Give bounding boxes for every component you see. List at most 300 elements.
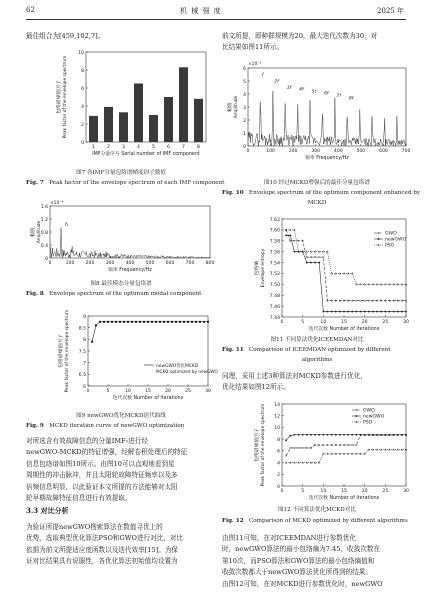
data-point (380, 434, 382, 436)
data-point (351, 434, 353, 436)
x-tick-label: 25 (382, 320, 389, 325)
fig11-caption-en-1: Fig. 11 Comparison of ICEEMDAN optimized by different (222, 347, 391, 353)
data-point (318, 251, 320, 253)
data-point (347, 453, 349, 455)
peak-label: 7f (336, 93, 341, 99)
legend-label: newGWO (385, 237, 407, 243)
x-tick-label: 15 (145, 389, 151, 394)
x-tick-label: 4 (137, 145, 140, 150)
x-tick-label: 0 (280, 489, 284, 494)
fig8-chart (26, 198, 216, 280)
y-axis-label-en: Amplitude (37, 220, 42, 244)
y-axis-label-en: Peak factor of the envelope spectrum (65, 309, 70, 393)
data-point (99, 321, 101, 323)
y-axis-label-en: Peak factor of the envelope spectrum (261, 403, 266, 487)
data-point (318, 262, 320, 264)
data-point (331, 434, 333, 436)
text-line: 前文所提，即种群规模为20，最大迭代次数为30，对 (222, 32, 378, 40)
y-tick-label: 7.54 (269, 261, 280, 267)
plot-frame (248, 68, 406, 146)
text-line: 第10次，而PSO算法和GWO算法的最小包络熵值和 (222, 556, 375, 565)
data-point (289, 435, 291, 437)
year: 2025 年 (377, 7, 405, 15)
legend-label: GWO (385, 231, 397, 237)
data-point (335, 272, 337, 274)
data-point (360, 283, 362, 285)
x-tick-label: 300 (311, 149, 321, 154)
peak-label: 5f (311, 90, 317, 95)
x-tick-label: 6 (167, 145, 170, 150)
text-line: 依据为前文所提适应度函数以及迭代效率[15]。为保 (26, 545, 179, 554)
text-line: 由图11可知，在对ICEEMDAN进行参数优化 (222, 534, 356, 542)
data-point (372, 311, 374, 313)
data-point (314, 262, 316, 264)
y-tick-label: 10 (78, 50, 84, 56)
y-tick-label: 0 (277, 484, 280, 490)
data-point (135, 321, 137, 323)
y-tick-label: 4 (81, 104, 84, 110)
y-tick-label: 2 (243, 118, 246, 124)
data-point (372, 434, 374, 436)
data-point (103, 321, 105, 323)
text-line: 同理，采用上述3种算法对MCKD参数进行优化， (222, 372, 367, 380)
data-point (199, 321, 201, 323)
x-tick-label: 700 (185, 261, 195, 266)
y-tick-label: 7.46 (269, 304, 280, 310)
x-tick-label: 2 (107, 145, 110, 150)
data-point (356, 311, 358, 313)
y-tick-label: 7.60 (269, 228, 280, 234)
data-point (323, 434, 325, 436)
x-axis-label: 频率 Frequency/Hz (108, 268, 152, 273)
x-tick-label: 600 (165, 261, 175, 266)
data-point (331, 453, 333, 455)
text-line: 信息包络谱如图10所示。由图10可以直观地看到星 (26, 459, 175, 468)
y-tick-label: 14 (274, 402, 280, 408)
data-point (405, 311, 407, 313)
y-tick-label: 6 (81, 86, 84, 92)
data-point (310, 262, 312, 264)
data-point (351, 311, 353, 313)
fig10-caption-en-1: Fig. 10 Envelope spectrum of the optimum component enhanced by (222, 190, 420, 196)
x-tick-label: 10 (125, 389, 131, 394)
y-axis-label-en: Amplitude (234, 95, 239, 119)
page-number: 62 (26, 6, 35, 14)
data-point (131, 321, 133, 323)
y-tick-label: 8 (83, 338, 86, 344)
fig11-caption-cn: 图11 不同算法优化ICEEMDAN对比 (270, 337, 364, 343)
data-point (285, 440, 287, 442)
peak-label: 6f (323, 91, 329, 97)
x-tick-label: 0 (48, 261, 52, 266)
data-point (339, 311, 341, 313)
x-tick-label: 30 (403, 320, 409, 325)
bar (164, 97, 173, 142)
data-point (393, 311, 395, 313)
data-point (339, 453, 341, 455)
data-point (343, 272, 345, 274)
legend-label: PSO (363, 420, 373, 426)
data-point (335, 434, 337, 436)
bar (179, 67, 188, 142)
x-tick-label: 15 (341, 489, 347, 494)
x-tick-label: 3 (122, 145, 125, 150)
text-line: 对所选含有效故障信息的分量IMF₇进行经 (26, 437, 149, 445)
y-tick-label: 0 (45, 256, 48, 262)
peak-label: fₛ (65, 221, 69, 228)
y-axis-label-cn: 包络谱峰值因子 (255, 428, 260, 462)
data-point (351, 453, 353, 455)
data-point (393, 283, 395, 285)
data-point (339, 272, 341, 274)
fig12-caption-cn: 图12 不同算法优化MCKD对比 (278, 507, 356, 513)
data-point (339, 434, 341, 436)
x-tick-label: 400 (333, 149, 343, 154)
data-point (179, 321, 181, 323)
text-line: 收敛次数都大于newGWO算法优化所得到的结果。 (222, 568, 372, 577)
data-point (294, 251, 296, 253)
y-tick-label: 6 (243, 66, 246, 72)
data-point (364, 434, 366, 436)
y-scale-label: ×10⁻³ (248, 62, 262, 67)
x-tick-label: 0 (246, 149, 250, 154)
data-point (360, 311, 362, 313)
text-line: newGWO-MCKD的特征增强，经解卷积处理后的特征 (26, 448, 188, 457)
y-axis-label-en: Peak factor of the envelope spectrum (63, 55, 68, 139)
x-axis-label: 迭代次数 Number of iterations (112, 396, 184, 401)
data-point (119, 321, 121, 323)
data-point (167, 321, 169, 323)
data-point (376, 311, 378, 313)
data-point (91, 341, 93, 343)
data-point (397, 283, 399, 285)
series-line (286, 450, 406, 463)
data-point (385, 434, 387, 436)
fig7-caption-en: Fig. 7 Peak factor of the envelope spectrum of each IMF component (26, 180, 225, 186)
bar (134, 84, 143, 143)
y-tick-label: 6.5 (78, 373, 86, 379)
legend-label: newGWO优化MCKD (156, 364, 199, 369)
peak-label: 3f (286, 86, 292, 92)
data-point (368, 311, 370, 313)
plot-frame (50, 206, 210, 258)
data-point (327, 251, 329, 253)
data-point (151, 321, 153, 323)
x-tick-label: 20 (361, 320, 368, 325)
x-tick-label: 30 (205, 389, 211, 394)
data-point (95, 324, 97, 326)
y-tick-label: 12 (274, 414, 280, 420)
data-point (183, 321, 185, 323)
x-tick-label: 800 (205, 261, 215, 266)
x-tick-label: 15 (341, 320, 347, 325)
bar (194, 99, 203, 142)
data-point (318, 256, 320, 258)
bar (119, 112, 128, 142)
data-point (289, 235, 291, 237)
data-point (143, 321, 145, 323)
legend-label: PSO (385, 243, 395, 249)
peak-label: 8f (348, 96, 354, 102)
y-tick-label: 1.2 (40, 217, 48, 223)
bar (104, 107, 113, 142)
data-point (147, 321, 149, 323)
data-point (401, 283, 403, 285)
x-tick-label: 20 (361, 489, 368, 494)
data-point (343, 453, 345, 455)
data-point (195, 321, 197, 323)
y-tick-label: 6 (277, 449, 280, 455)
spectrum-line (248, 91, 406, 146)
x-tick-label: 500 (145, 261, 155, 266)
x-tick-label: 10 (320, 489, 327, 494)
data-point (331, 311, 333, 313)
data-point (347, 311, 349, 313)
data-point (389, 311, 391, 313)
legend-label: GWO (363, 408, 375, 414)
data-point (343, 311, 345, 313)
data-point (310, 434, 312, 436)
text-line: 时，newGWO算法的最小包络熵为7.45，收敛次数在 (222, 545, 381, 554)
data-point (397, 434, 399, 436)
series-line (286, 435, 406, 441)
data-point (306, 434, 308, 436)
x-tick-label: 0 (280, 320, 284, 325)
y-tick-label: 7.5 (78, 349, 86, 355)
data-point (360, 434, 362, 436)
data-point (368, 434, 370, 436)
y-tick-label: 7.62 (269, 217, 280, 223)
legend-label: newGWO (363, 414, 385, 420)
y-tick-label: 9 (83, 314, 86, 320)
data-point (285, 235, 287, 237)
x-tick-label: 5 (152, 145, 155, 150)
data-point (356, 434, 358, 436)
y-axis-label-cn: 包络熵 (255, 260, 260, 276)
fig7-caption-cn: 图7 各IMF分量包络谱峭度因子数值 (76, 170, 166, 176)
y-tick-label: 1.6 (40, 204, 48, 210)
text-line: 优化结果如图12所示。 (222, 383, 290, 392)
x-tick-label: 500 (356, 149, 366, 154)
x-tick-label: 10 (320, 320, 327, 325)
y-tick-label: 5 (243, 79, 246, 85)
y-tick-label: 2 (81, 122, 84, 128)
x-tick-label: 700 (401, 149, 411, 154)
data-point (187, 321, 189, 323)
data-point (302, 434, 304, 436)
data-point (207, 321, 209, 323)
data-point (356, 444, 358, 446)
data-point (318, 434, 320, 436)
y-tick-label: 6 (83, 384, 86, 390)
y-scale-label: ×10⁻⁴ (50, 201, 64, 206)
y-axis-label-cn: 包络谱峰值因子 (57, 80, 62, 114)
data-point (115, 321, 117, 323)
y-axis-label-cn: 幅值 (31, 227, 36, 237)
data-point (380, 311, 382, 313)
x-tick-label: 200 (85, 261, 95, 266)
data-point (376, 434, 378, 436)
peak-label: 4f (299, 87, 304, 93)
y-axis-label-en: Envelope entropy (261, 248, 266, 288)
data-point (401, 311, 403, 313)
data-point (139, 321, 141, 323)
data-point (159, 321, 161, 323)
fig9-caption-cn: 图9 newGWO优化MCKD迭代曲线 (76, 413, 166, 419)
y-tick-label: 7.52 (269, 272, 280, 278)
data-point (356, 415, 358, 417)
peak-label: f (261, 73, 264, 79)
x-tick-label: 5 (106, 389, 110, 394)
data-point (155, 321, 157, 323)
text-line: 轮早期故障特征信息进行有效提取。 (26, 494, 132, 502)
data-point (327, 434, 329, 436)
data-point (127, 321, 129, 323)
y-tick-label: 7.56 (269, 250, 280, 256)
fig9-chart (26, 310, 216, 410)
fig11-caption-en-2: algorithms (301, 357, 333, 363)
data-point (343, 434, 345, 436)
peak-label: 2f (274, 79, 279, 85)
y-tick-label: 7 (83, 361, 86, 367)
data-point (331, 272, 333, 274)
fig9-caption-en: Fig. 9 MCKD iteration curve of newGWO optimization (26, 423, 185, 429)
x-tick-label: 20 (165, 389, 171, 394)
data-point (360, 300, 362, 302)
data-point (294, 447, 296, 449)
y-tick-label: 1 (243, 131, 246, 137)
bar (89, 116, 98, 142)
x-axis-label: 频率 Frequency/Hz (305, 156, 349, 161)
y-tick-label: 0.8 (40, 230, 48, 236)
y-tick-label: 7.58 (269, 239, 280, 245)
data-point (389, 434, 391, 436)
text-line: 由图12可知，在对MCKD进行参数优化时，newGWO (222, 579, 383, 588)
legend-label: MCKD optimized by newGWO (156, 369, 218, 374)
data-point (401, 434, 403, 436)
x-tick-label: 200 (288, 149, 298, 154)
data-point (171, 321, 173, 323)
x-tick-label: 1 (92, 145, 95, 150)
y-tick-label: 7.50 (269, 283, 280, 289)
fig10-chart (222, 58, 412, 173)
fig8-caption-en: Fig. 8 Envelope spectrum of the optimum modal component (26, 291, 202, 297)
journal-name: 机 械 强 度 (180, 7, 222, 15)
y-tick-label: 4 (243, 92, 246, 98)
series-line (286, 435, 406, 456)
data-point (356, 453, 358, 455)
data-point (298, 434, 300, 436)
x-tick-label: 0 (86, 389, 90, 394)
data-point (393, 434, 395, 436)
data-point (364, 311, 366, 313)
y-tick-label: 0 (81, 140, 84, 146)
data-point (107, 321, 109, 323)
y-tick-label: 3 (243, 105, 246, 111)
x-tick-label: 300 (105, 261, 115, 266)
data-point (335, 453, 337, 455)
fig12-chart (222, 398, 412, 503)
y-tick-label: 4 (277, 461, 280, 467)
intro-line: 最佳组合为[459,102,7]。 (26, 32, 105, 40)
x-tick-label: 25 (382, 489, 389, 494)
section-heading: 3.3 对比分析 (26, 506, 69, 515)
x-tick-label: 30 (403, 489, 409, 494)
spectrum-line (50, 227, 210, 258)
data-point (378, 238, 380, 240)
data-point (347, 434, 349, 436)
x-tick-label: 5 (301, 489, 305, 494)
y-tick-label: 0.4 (40, 243, 48, 249)
data-point (294, 434, 296, 436)
header-rule (26, 19, 406, 20)
y-axis-label-cn: 包络谱峰值因子 (59, 334, 64, 368)
data-point (163, 321, 165, 323)
fig12-caption-en: Fig. 12 Comparison of MCKD optimized by different algorithms (222, 518, 408, 524)
y-tick-label: 7.48 (269, 294, 280, 300)
text-line: 周期性的冲击脉冲，并且太阳轮故障特征频率以及多 (26, 471, 178, 480)
data-point (397, 311, 399, 313)
x-tick-label: 7 (182, 145, 185, 150)
data-point (322, 251, 324, 253)
x-tick-label: 600 (379, 149, 388, 154)
plot-frame (88, 316, 208, 386)
data-point (203, 321, 205, 323)
text-line: 倍频信息明显，以此验证本文所提的方法能够对太阳 (26, 482, 178, 491)
text-line: 为验证所提newGWO搜索算法在数值寻优上的 (26, 523, 163, 531)
data-point (385, 311, 387, 313)
text-line: 比结果如图11所示。 (222, 43, 284, 52)
fig7-chart (26, 46, 216, 166)
data-point (175, 321, 177, 323)
fig8-caption-cn: 图8 最佳模态分量包络谱 (90, 281, 152, 287)
x-tick-label: 100 (65, 261, 75, 266)
text-line: 证对比结果具有说服性，各优化算法初始值均设置为 (26, 557, 178, 566)
x-axis-label: IMF分量序号 Serial number of IMF component (92, 152, 200, 157)
x-tick-label: 100 (266, 149, 275, 154)
data-point (356, 283, 358, 285)
data-point (360, 453, 362, 455)
y-tick-label: 0 (243, 144, 246, 150)
data-point (111, 321, 113, 323)
data-point (323, 311, 325, 313)
data-point (306, 262, 308, 264)
data-point (123, 321, 125, 323)
bar (149, 115, 158, 142)
y-tick-label: 8 (277, 437, 280, 443)
x-tick-label: 25 (185, 389, 191, 394)
x-tick-label: 8 (197, 145, 200, 150)
data-point (335, 311, 337, 313)
series-line (92, 322, 208, 342)
y-tick-label: 10 (274, 426, 280, 432)
data-point (327, 311, 329, 313)
fig10-caption-cn: 图10 经过MCKD增强后的最佳分量包络谱 (264, 180, 370, 186)
data-point (368, 449, 370, 451)
data-point (191, 321, 193, 323)
y-tick-label: 8.5 (78, 326, 86, 332)
text-line: 优势，选取典型优化算法PSO和GWO进行对比，对比 (26, 534, 184, 543)
data-point (405, 434, 407, 436)
y-tick-label: 8 (81, 68, 84, 74)
y-tick-label: 7.44 (269, 315, 280, 321)
x-axis-label: 迭代次数 Number of iterations (308, 327, 380, 332)
x-axis-label: 迭代次数 Number of iterations (308, 496, 380, 501)
x-tick-label: 400 (125, 261, 135, 266)
y-tick-label: 2 (277, 473, 280, 479)
x-tick-label: 5 (301, 320, 305, 325)
data-point (314, 434, 316, 436)
